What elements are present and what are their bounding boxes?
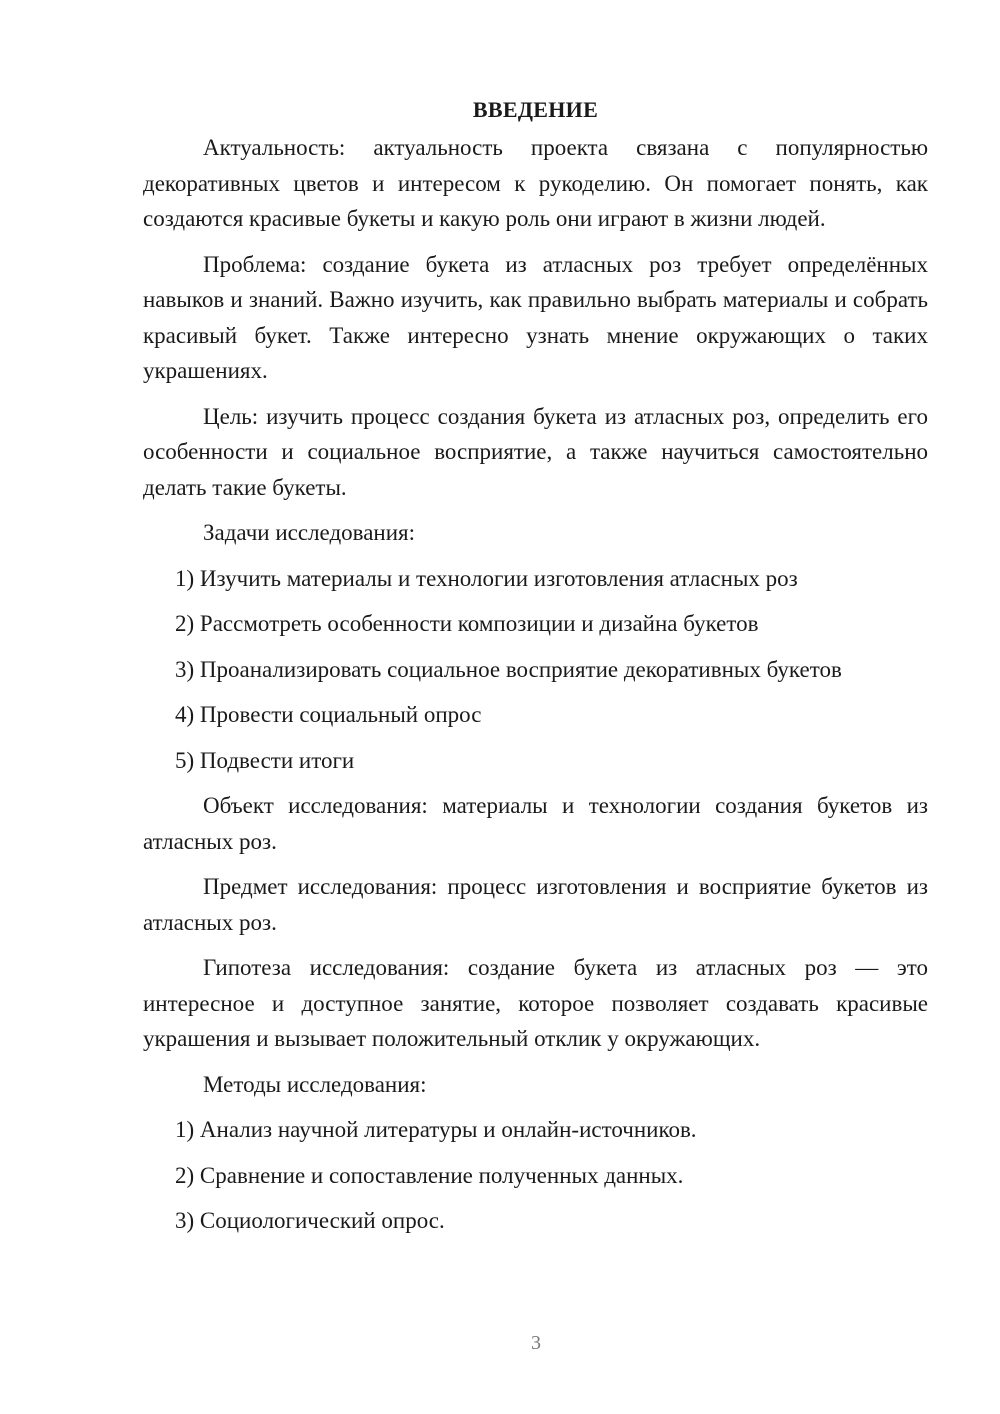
- methods-heading: Методы исследования:: [203, 1071, 427, 1097]
- page-number: 3: [531, 1332, 541, 1354]
- task-item: 5) Подвести итоги: [175, 747, 355, 773]
- method-item: 2) Сравнение и сопоставление полученных данных.: [175, 1162, 684, 1188]
- tasks-heading: Задачи исследования:: [203, 520, 416, 545]
- object-paragraph: Объект исследования: материалы и технологии создания букетов из атласных роз.: [143, 793, 928, 854]
- task-item: 2) Рассмотреть особенности композиции и дизайна букетов: [175, 611, 759, 636]
- hypothesis-paragraph: Гипотеза исследования: создание букета из атласных роз — это интересное и доступное занятие, которое позволяет создавать красивые украшения и вызывает положительный отклик у окружающих.: [143, 955, 928, 1051]
- relevance-paragraph: Актуальность: актуальность проекта связана с популярностью декоративных цветов и интересом к рукоделию. Он помогает понять, как создаются красивые букеты и какую роль они играют в жизни людей.: [143, 135, 928, 231]
- task-item: 4) Провести социальный опрос: [175, 702, 482, 727]
- task-item: 1) Изучить материалы и технологии изготовления атласных роз: [175, 565, 798, 591]
- goal-paragraph: Цель: изучить процесс создания букета из атласных роз, определить его особенности и социальное восприятие, а также научиться самостоятельно делать такие букеты.: [143, 403, 928, 500]
- subject-paragraph: Предмет исследования: процесс изготовления и восприятие букетов из атласных роз.: [143, 874, 928, 935]
- page-title: ВВЕДЕНИЕ: [472, 97, 599, 122]
- document-page: [143, 94, 928, 1249]
- task-item: 3) Проанализировать социальное восприятие декоративных букетов: [175, 656, 842, 682]
- method-item: 1) Анализ научной литературы и онлайн-источников.: [175, 1117, 697, 1142]
- method-item: 3) Социологический опрос.: [175, 1208, 445, 1233]
- problem-paragraph: Проблема: создание букета из атласных роз требует определённых навыков и знаний. Важно изучить, как правильно выбрать материалы и собрать красивый букет. Также интересно узнать мнение окружающих о таких украшениях.: [143, 251, 928, 383]
